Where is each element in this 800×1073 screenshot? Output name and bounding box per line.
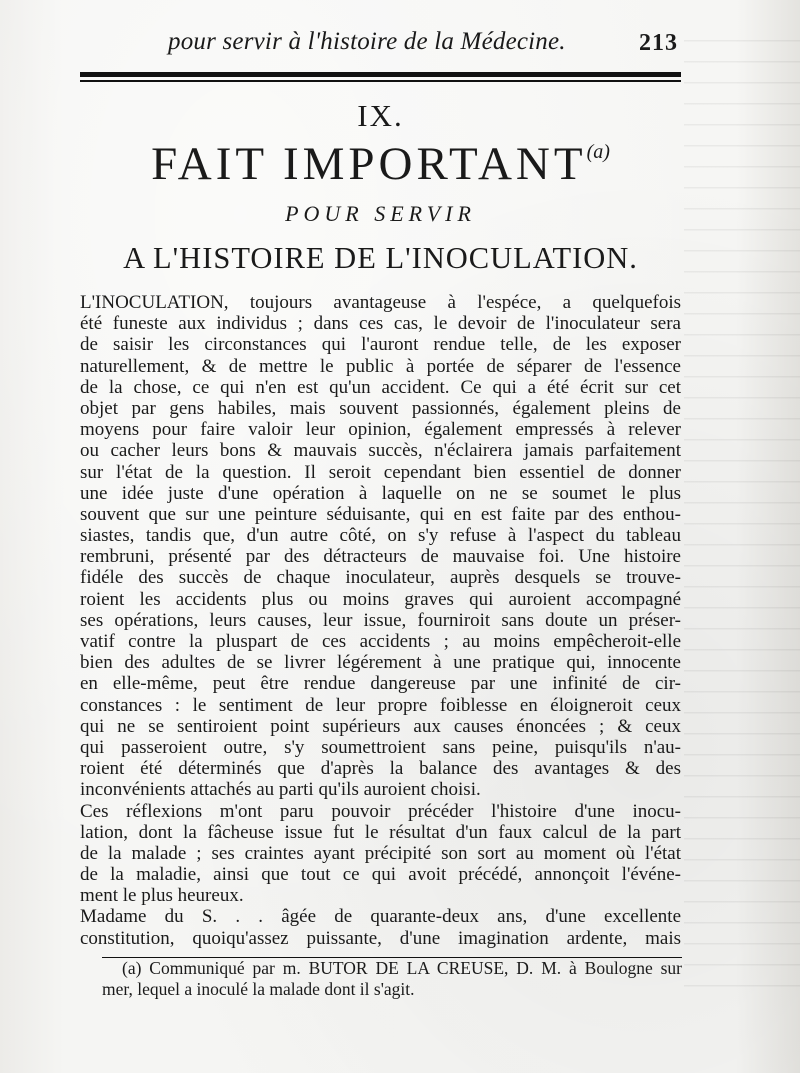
- text-line: de la chose, ce qui n'en est qu'un accident. Ce qui a été écrit sur cet: [80, 376, 681, 398]
- text-line: constances : le sentiment de leur propre foiblesse en éloigneroit ceux: [80, 694, 681, 716]
- show-through-texture: [684, 40, 800, 1000]
- text-line: fidéle des succès de chaque inoculateur, auprès desquels se trouve-: [80, 567, 681, 589]
- main-title-text: FAIT IMPORTANT: [151, 138, 587, 190]
- text-line: objet par gens habiles, mais souvent passionnés, également pleins de: [80, 397, 681, 419]
- text-line: constitution, quoiqu'assez puissante, d'une imagination ardente, mais: [80, 927, 681, 949]
- subtitle: POUR SERVIR: [285, 201, 476, 226]
- text-line: roient les accidents plus ou moins graves qui auroient accompagné: [80, 588, 681, 610]
- text-line: de saisir les circonstances qui l'auront rendue telle, de les exposer: [80, 334, 681, 356]
- header-rule: [80, 72, 681, 82]
- text-line: ou cacher leurs bons & mauvais succès, n'éclairera jamais parfaitement: [80, 440, 681, 462]
- footnote-line: mer, lequel a inoculé la malade dont il s'agit.: [102, 979, 415, 999]
- body-text: [80, 292, 681, 949]
- text-line: bien des adultes de se livrer légérement à une pratique qui, innocente: [80, 652, 681, 674]
- text-line: de la maladie, ainsi que tout ce qui avoit précédé, annonçoit l'événe-: [80, 864, 681, 886]
- footnote-line: (a) Communiqué par m. BUTOR DE LA CREUSE, D. M. à Boulogne sur: [122, 958, 682, 978]
- text-line: qui ne se sentiroient point supérieurs aux causes énoncées ; & ceux: [80, 715, 681, 737]
- text-line: moyens pour faire valoir leur opinion, également empressés à relever: [80, 419, 681, 441]
- paragraph: [80, 906, 681, 948]
- main-title: [80, 137, 681, 191]
- text-line: souvent que sur une peinture séduisante, qui en est faite par des enthou-: [80, 503, 681, 525]
- text-line: ment le plus heureux.: [80, 885, 244, 907]
- text-line: sur l'état de la question. Il seroit cependant bien essentiel de donner: [80, 461, 681, 483]
- text-line: vatif contre la pluspart de ces accidents ; au moins empêcheroit-elle: [80, 631, 681, 652]
- title-footnote-marker: (a): [586, 141, 610, 163]
- text-line: Madame du S. . . âgée de quarante-deux ans, d'une excellente: [80, 906, 681, 928]
- section-number: IX.: [357, 98, 404, 133]
- text-line: rembruni, présenté par des détracteurs de mauvaise foi. Une histoire: [80, 546, 681, 568]
- text-line: inconvénients attachés au parti qu'ils auroient choisi.: [80, 779, 481, 801]
- subject-title: A L'HISTOIRE DE L'INOCULATION.: [123, 241, 638, 275]
- text-line: été funeste aux individus ; dans ces cas, le devoir de l'inoculateur sera: [80, 313, 681, 335]
- paragraph: [80, 801, 681, 907]
- text-line: L'INOCULATION, toujours avantageuse à l'espéce, a quelquefois: [80, 292, 681, 313]
- paragraph: [80, 292, 681, 801]
- text-line: naturellement, & de mettre le public à portée de séparer de l'essence: [80, 355, 681, 377]
- text-line: roient été déterminés que d'après la balance des avantages & des: [80, 758, 681, 780]
- text-line: lation, dont la fâcheuse issue fut le résultat d'un faux calcul de la part: [80, 821, 681, 843]
- text-line: une idée juste d'une opération à laquelle on ne se soumet le plus: [80, 482, 681, 504]
- text-line: Ces réflexions m'ont paru pouvoir précéder l'histoire d'une inocu-: [80, 800, 681, 822]
- text-line: qui passeroient outre, s'y soumettroient sans peine, puisqu'ils n'au-: [80, 736, 681, 758]
- page-number: 213: [639, 30, 678, 56]
- footnote: [102, 958, 682, 1000]
- text-line: siastes, tandis que, d'un autre côté, on s'y refuse à l'aspect du tableau: [80, 525, 681, 547]
- text-line: en elle-même, peut être rendue dangereuse par une infinité de cir-: [80, 673, 681, 695]
- text-line: de la malade ; ses craintes ayant précipité son sort au moment où l'état: [80, 842, 681, 864]
- running-title: pour servir à l'histoire de la Médecine.: [168, 28, 566, 55]
- running-head: [80, 28, 680, 62]
- text-line: ses opérations, leurs causes, leur issue, fourniroit sans doute un préser-: [80, 609, 681, 631]
